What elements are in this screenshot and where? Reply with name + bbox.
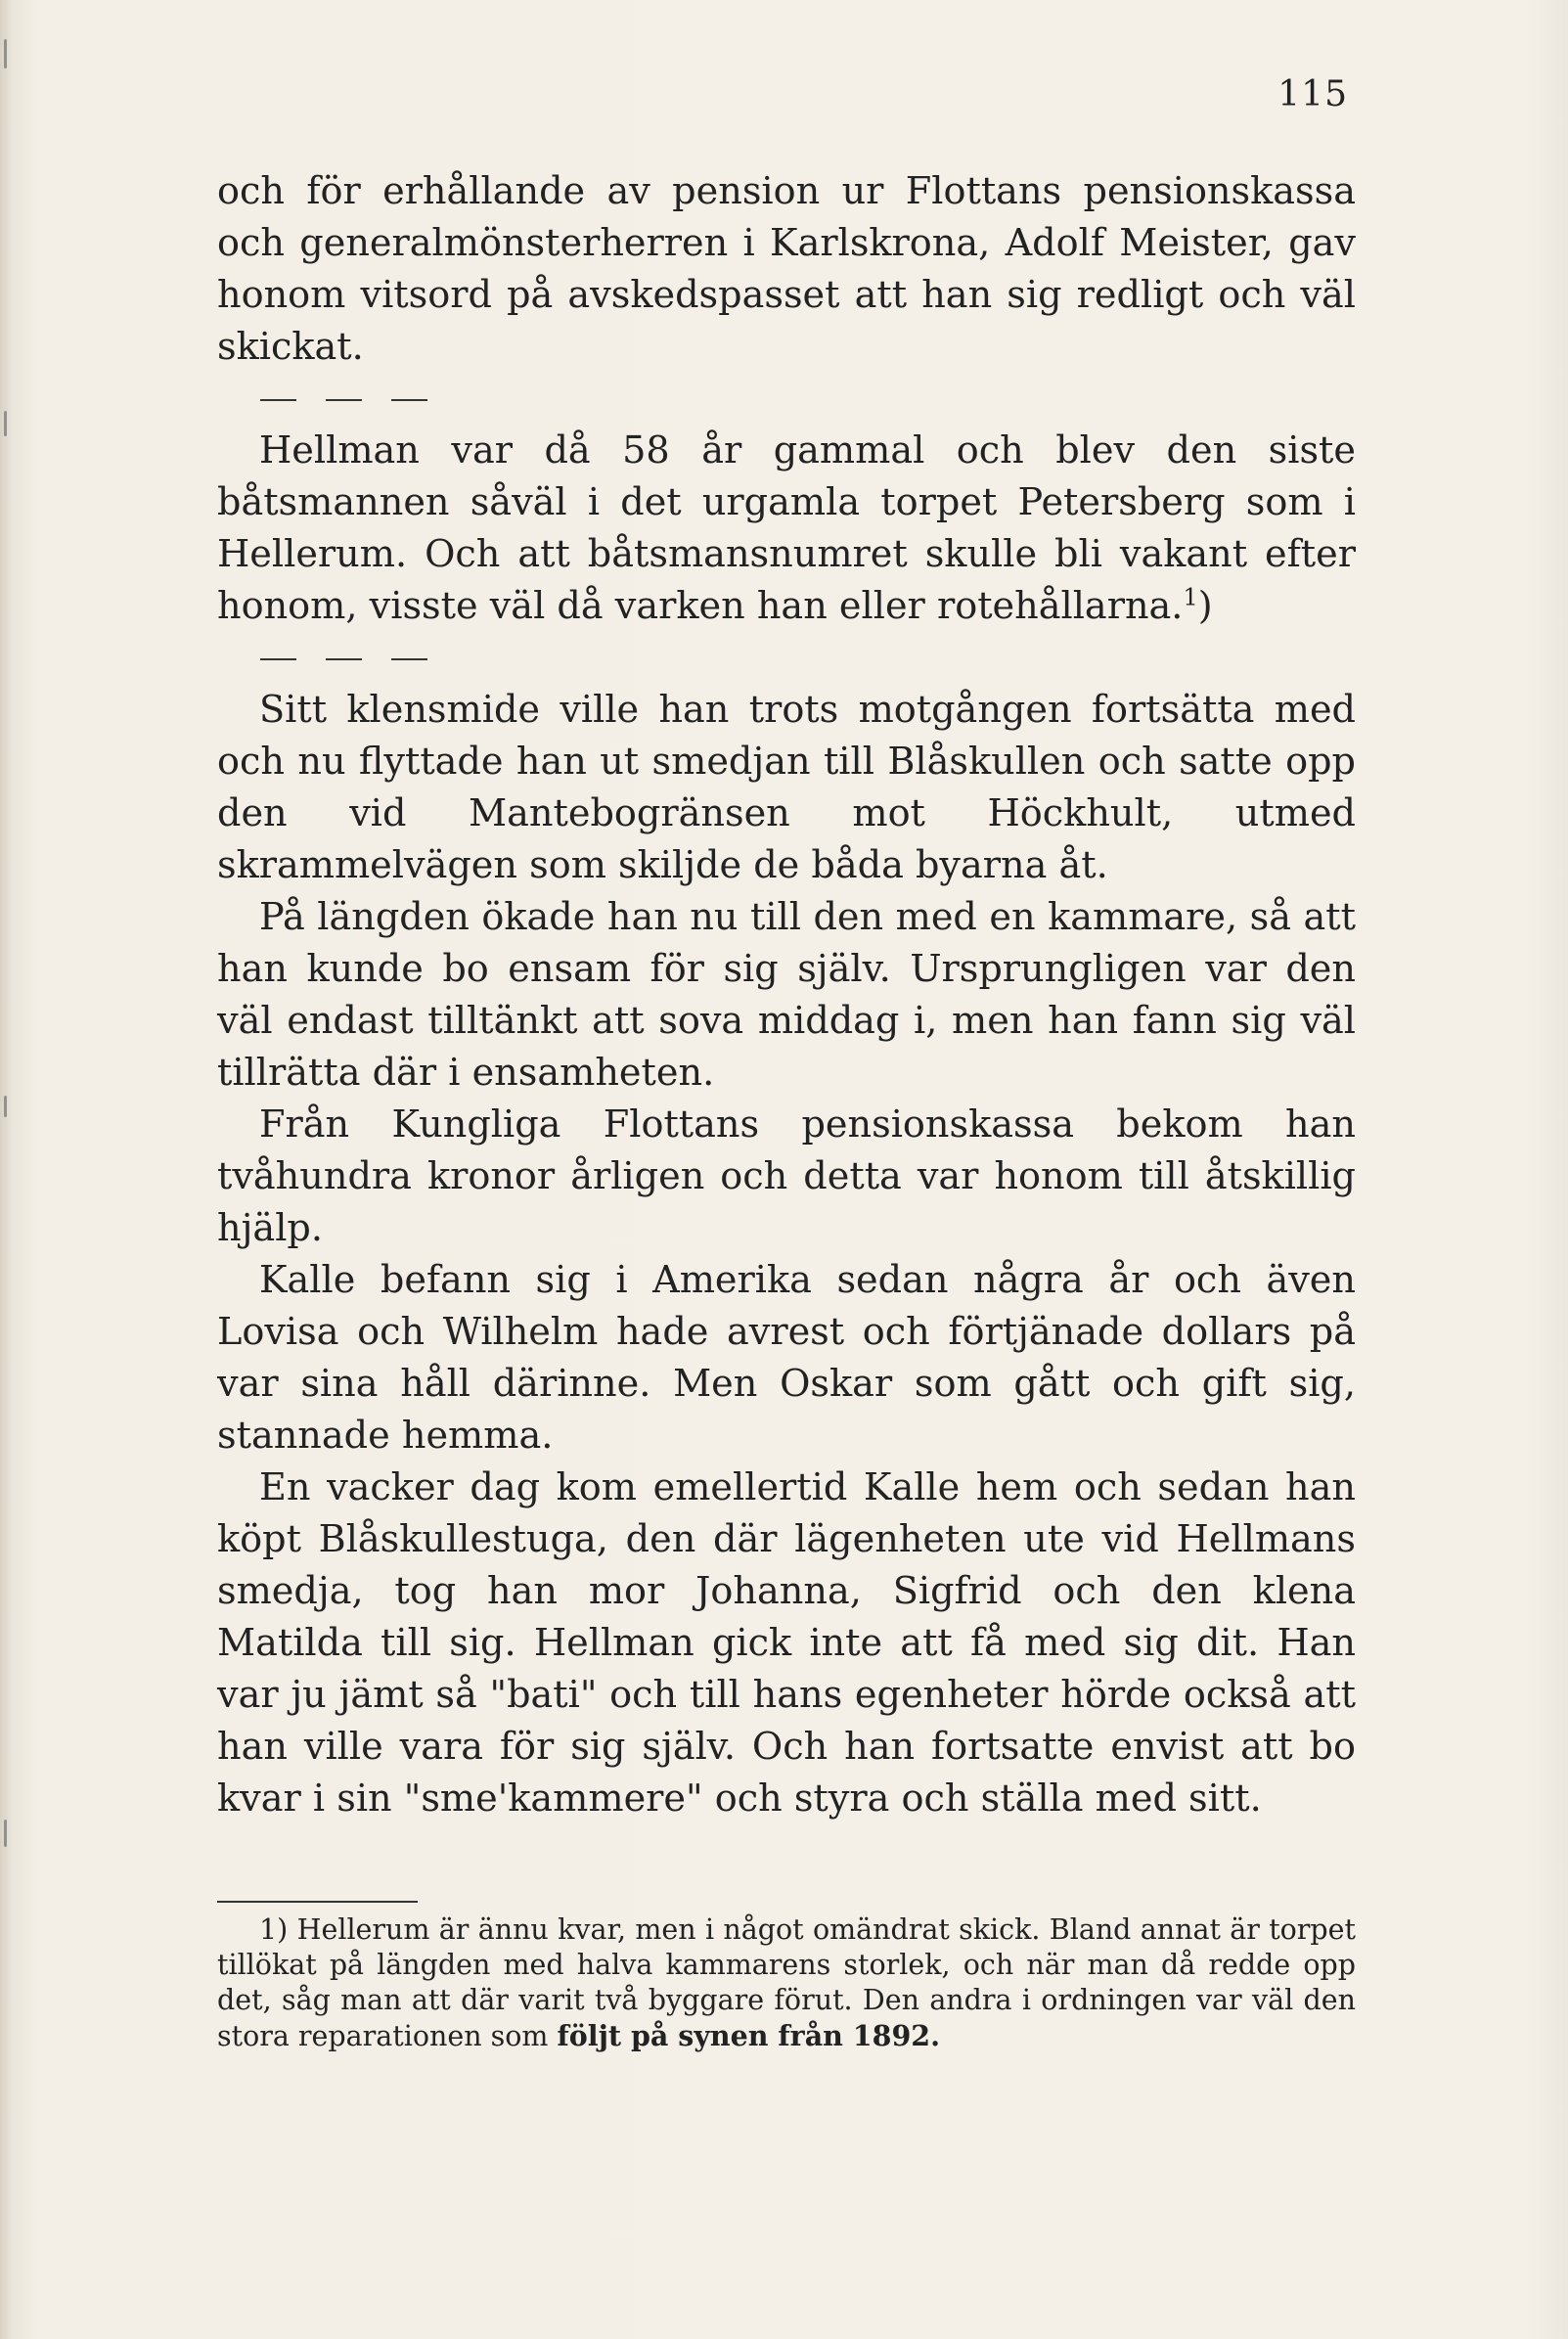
paragraph-text: Hellman var då 58 år gammal och blev den siste båtsmannen såväl i det urgamla torpet Petersberg som i Hellerum. Och att båtsmansnumret skulle bli vakant efter honom, visste väl då varken han eller rotehållarna. [217, 429, 1356, 628]
binding-mark [4, 1820, 7, 1847]
paragraph: Kalle befann sig i Amerika sedan några år och även Lovisa och Wilhelm hade avrest och förtjänade dollars på var sina håll därinne. Men Oskar som gått och gift sig, stannade hemma. [217, 1259, 1356, 1458]
separator-dash [326, 658, 362, 660]
binding-mark [4, 1096, 7, 1117]
footnote [217, 1912, 1356, 2054]
separator-dash [260, 658, 296, 660]
section-separator [217, 633, 1356, 685]
paragraph [217, 426, 1356, 633]
paragraph: Sitt klensmide ville han trots motgången fortsätta med och nu flyttade han ut smedjan till Blåskullen och satte opp den vid Mantebogränsen mot Höckhult, utmed skrammelvägen som skiljde de båda byarna åt. [217, 689, 1356, 887]
paragraph: och för erhållande av pension ur Flottans pensionskassa och generalmönsterherren i Karlskrona, Adolf Meister, gav honom vitsord på avskedspasset att han sig redligt och väl skickat. [217, 170, 1356, 369]
binding-mark [4, 411, 7, 436]
footnote-text: Hellerum är ännu kvar, men i något omändrat skick. Bland annat är torpet tillökat på längden med halva kammarens storlek, och när man då redde opp det, såg man att där varit två byggare förut. Den andra i ordningen var väl den stora reparationen som [217, 1913, 1356, 2052]
separator-dash [391, 658, 427, 660]
binding-mark [4, 39, 7, 68]
paragraph: På längden ökade han nu till den med en kammare, så att han kunde bo ensam för sig själv. Ursprungligen var den väl endast tilltänkt att sova middag i, men han fann sig väl tillrätta där i ensamheten. [217, 896, 1356, 1095]
separator-dash [326, 399, 362, 401]
footnote-rule [217, 1901, 418, 1903]
separator-dash [391, 399, 427, 401]
footnote-text-end: följt på synen från 1892. [557, 2019, 941, 2052]
footnote-reference: 1 [1183, 583, 1198, 611]
body-text [217, 166, 1356, 1825]
paragraph: Från Kungliga Flottans pensionskassa bekom han tvåhundra kronor årligen och detta var honom till åtskillig hjälp. [217, 1103, 1356, 1250]
paragraph: En vacker dag kom emellertid Kalle hem och sedan han köpt Blåskullestuga, den där lägenheten ute vid Hellmans smedja, tog han mor Johanna, Sigfrid och den klena Matilda till sig. Hellman gick inte att få med sig dit. Han var ju jämt så "bati" och till hans egenheter hörde också att han ville vara för sig själv. Och han fortsatte envist att bo kvar i sin "sme'kammere" och styra och ställa med sitt. [217, 1466, 1356, 1821]
page-number: 115 [1277, 74, 1348, 114]
section-separator [217, 374, 1356, 426]
footnote-reference-close: ) [1197, 585, 1213, 628]
footnote-marker: 1) [259, 1913, 289, 1946]
separator-dash [260, 399, 296, 401]
